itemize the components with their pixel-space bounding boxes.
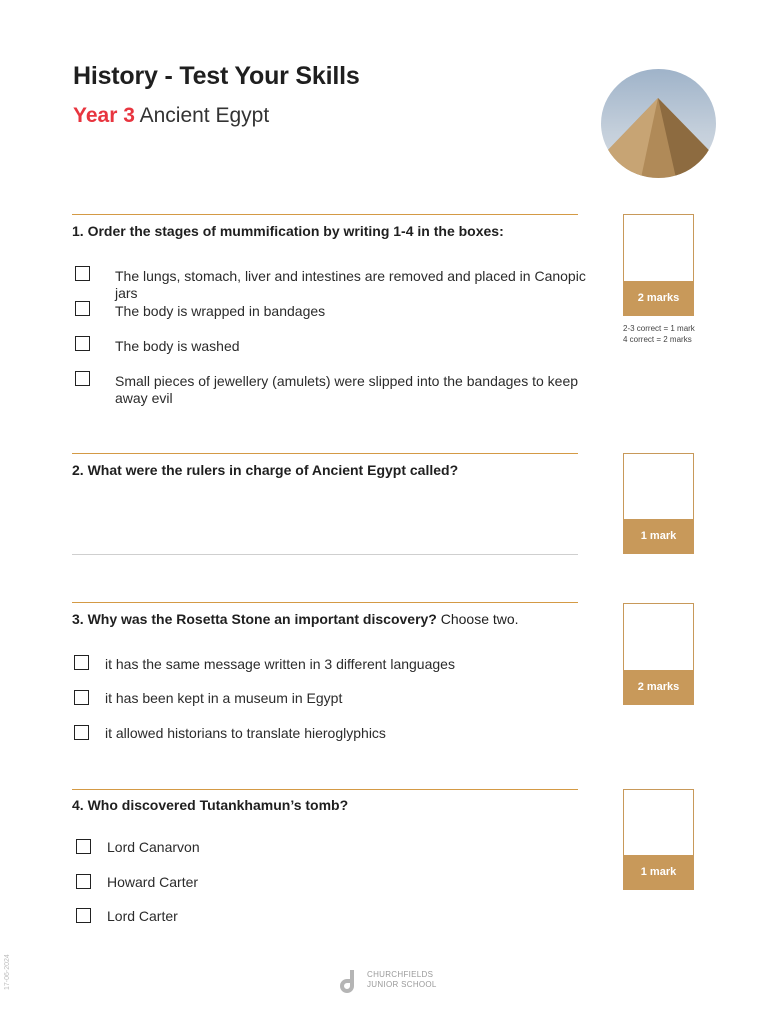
q3-question [72,611,519,627]
q3-option-2-label: it has been kept in a museum in Egypt [105,690,343,706]
q3-question-instruction: Choose two. [440,611,519,627]
q1-marks-label: 2 marks [624,281,693,315]
q3-option-1-checkbox[interactable] [74,655,89,670]
q1-option-4-checkbox[interactable] [75,371,90,386]
q4-option-1-label: Lord Canarvon [107,839,200,855]
q4-marks-label: 1 mark [624,855,693,889]
q1-option-3-label: The body is washed [115,338,240,354]
pyramid-photo [601,69,716,178]
school-name [367,970,437,990]
q4-option-2-checkbox[interactable] [76,874,91,889]
q4-question: 4. Who discovered Tutankhamun’s tomb? [72,797,349,813]
school-logo-icon [335,968,361,995]
q3-divider [72,602,578,603]
q4-option-2-label: Howard Carter [107,874,199,890]
q1-mark-note-1: 2-3 correct = 1 mark [623,324,695,333]
school-name-line-1: CHURCHFIELDS [367,970,434,979]
q1-option-1-label: The lungs, stomach, liver and intestines are removed and placed in Canopic jars [115,268,586,301]
pyramid-illustration [601,69,716,178]
q2-divider [72,453,578,454]
q1-mark-notes [623,323,695,345]
q3-option-3-checkbox[interactable] [74,725,89,740]
topic-label: Ancient Egypt [139,104,270,127]
q1-option-1-checkbox[interactable] [75,266,90,281]
page-subtitle [73,104,269,128]
q4-option-3-checkbox[interactable] [76,908,91,923]
q3-mark-box[interactable] [623,603,694,705]
q3-option-2-checkbox[interactable] [74,690,89,705]
q2-mark-box[interactable] [623,453,694,554]
q4-option-3-label: Lord Carter [107,908,178,924]
print-date: 17-06-2024 [4,954,11,990]
q1-option-2-label: The body is wrapped in bandages [115,303,326,319]
q1-option-4-label: Small pieces of jewellery (amulets) were slipped into the bandages to keep away evil [115,373,579,406]
q4-option-1-checkbox[interactable] [76,839,91,854]
year-label: Year 3 [73,104,135,127]
q1-mark-note-2: 4 correct = 2 marks [623,335,692,344]
q1-option-2-checkbox[interactable] [75,301,90,316]
page-title: History - Test Your Skills [73,62,360,90]
q1-question: 1. Order the stages of mummification by writing 1-4 in the boxes: [72,223,504,239]
q3-option-1-label: it has the same message written in 3 different languages [105,656,455,672]
q4-divider [72,789,578,790]
q2-question: 2. What were the rulers in charge of Ancient Egypt called? [72,462,459,478]
q4-mark-box[interactable] [623,789,694,890]
q1-divider [72,214,578,215]
q3-marks-label: 2 marks [624,670,693,704]
q3-option-3-label: it allowed historians to translate hieroglyphics [105,725,386,741]
q1-mark-box[interactable] [623,214,694,316]
school-name-line-2: JUNIOR SCHOOL [367,980,437,989]
q1-option-3-checkbox[interactable] [75,336,90,351]
q2-answer-line[interactable] [72,554,578,555]
q3-question-main: 3. Why was the Rosetta Stone an important discovery? [72,611,437,627]
q2-marks-label: 1 mark [624,519,693,553]
